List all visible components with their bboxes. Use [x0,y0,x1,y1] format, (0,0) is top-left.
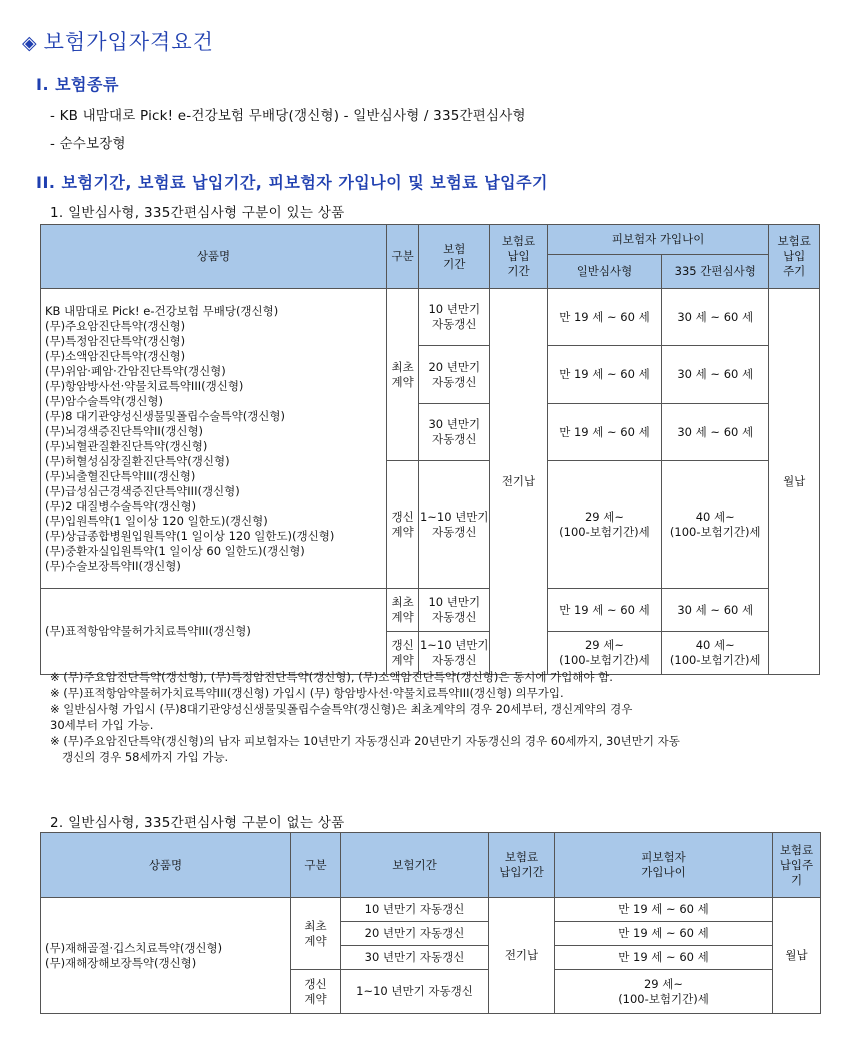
period-20yr: 20 년만기 자동갱신 [419,346,490,404]
header-product: 상품명 [41,833,291,898]
age-general-value: 만 19 세 ~ 60 세 [547,346,661,404]
type-renewal: 갱신 계약 [386,461,418,589]
period-20yr: 20 년만기 자동갱신 [341,922,489,946]
header-period: 보험 기간 [419,225,490,289]
product-item: (무)뇌혈관질환진단특약(갱신형) [45,438,208,453]
age-335-value: 30 세 ~ 60 세 [662,589,769,632]
age-renewal: 29 세~ (100-보험기간)세 [555,970,773,1014]
period-10yr: 10 년만기 자동갱신 [341,898,489,922]
header-cycle: 보험료 납입 주기 [769,225,820,289]
age-value: 만 19 세 ~ 60 세 [555,946,773,970]
subsection-heading-2: 2. 일반심사형, 335간편심사형 구분이 없는 상품 [50,815,345,831]
header-age-general: 일반심사형 [547,255,661,289]
type-initial: 최초 계약 [386,589,418,632]
product-item: (무)재해장해보장특약(갱신형) [45,955,197,970]
age-general-value: 만 19 세 ~ 60 세 [547,289,661,346]
header-age: 피보험자 가입나이 [547,225,769,255]
note-4: ※ (무)주요암진단특약(갱신형)의 남자 피보험자는 10년만기 자동갱신과 20년만기 자동갱신의 경우 60세까지, 30년만기 자동 [50,734,680,748]
note-3: ※ 일반심사형 가입시 (무)8대기관양성신생물및폴립수술특약(갱신형)은 최초계약의 경우 20세부터, 갱신계약의 경우 [50,702,633,716]
header-pay-period: 보험료 납입 기간 [490,225,548,289]
period-10yr: 10 년만기 자동갱신 [419,589,490,632]
period-30yr: 30 년만기 자동갱신 [341,946,489,970]
note-3-cont: 30세부터 가입 가능. [50,718,154,732]
age-335-value: 30 세 ~ 60 세 [662,404,769,461]
age-335-value: 30 세 ~ 60 세 [662,346,769,404]
product-item: (무)입원특약(1 일이상 120 일한도)(갱신형) [45,513,268,528]
page-title [22,26,214,56]
page-title-text: 보험가입자격요건 [43,30,214,54]
header-period: 보험기간 [341,833,489,898]
age-value: 만 19 세 ~ 60 세 [555,922,773,946]
diamond-icon: ◈ [22,32,38,54]
product-item: (무)주요암진단특약(갱신형) [45,318,186,333]
product-b: (무)표적항암약물허가치료특약III(갱신형) [41,589,387,675]
product-item: (무)허혈성심장질환진단특약(갱신형) [45,453,230,468]
product-item: (무)상급종합병원입원특약(1 일이상 120 일한도)(갱신형) [45,528,335,543]
cycle-value: 월납 [769,289,820,675]
product-item: (무)소액암진단특약(갱신형) [45,348,186,363]
pay-period-value: 전기납 [489,898,555,1014]
notes [50,669,810,765]
type-initial: 최초 계약 [291,898,341,970]
header-type: 구분 [291,833,341,898]
age-general-renewal: 29 세~ (100-보험기간)세 [547,632,661,675]
product-list-a [41,289,387,589]
header-cycle: 보험료 납입주 기 [773,833,821,898]
type-renewal: 갱신 계약 [291,970,341,1014]
insurance-type-line-2: - 순수보장형 [50,136,126,152]
product-item: (무)항암방사선·약물치료특약III(갱신형) [45,378,244,393]
section-heading-1: I. 보험종류 [36,75,119,94]
product-item: (무)뇌출혈진단특약III(갱신형) [45,468,196,483]
header-product: 상품명 [41,225,387,289]
eligibility-table-1 [40,224,820,675]
product-item: (무)2 대질병수술특약(갱신형) [45,498,197,513]
note-4-cont: 갱신의 경우 58세까지 가입 가능. [62,750,229,764]
age-335-value: 30 세 ~ 60 세 [662,289,769,346]
age-general-value: 만 19 세 ~ 60 세 [547,589,661,632]
cycle-value: 월납 [773,898,821,1014]
period-renewal: 1~10 년만기 자동갱신 [419,461,490,589]
product-item: (무)수술보장특약II(갱신형) [45,558,181,573]
age-value: 만 19 세 ~ 60 세 [555,898,773,922]
subsection-heading-1: 1. 일반심사형, 335간편심사형 구분이 있는 상품 [50,205,345,221]
period-30yr: 30 년만기 자동갱신 [419,404,490,461]
type-renewal: 갱신 계약 [386,632,418,675]
note-2: ※ (무)표적항암약물허가치료특약III(갱신형) 가입시 (무) 항암방사선·약물치료특약III(갱신형) 의무가입. [50,686,564,700]
product-item: (무)뇌경색증진단특약II(갱신형) [45,423,204,438]
period-renewal: 1~10 년만기 자동갱신 [419,632,490,675]
note-1: ※ (무)주요암진단특약(갱신형), (무)특정암진단특약(갱신형), (무)소액암진단특약(갱신형)은 동시에 가입해야 함. [50,670,613,684]
age-335-renewal: 40 세~ (100-보험기간)세 [662,632,769,675]
product-item: (무)위암·폐암·간암진단특약(갱신형) [45,363,226,378]
header-pay-period: 보험료 납입기간 [489,833,555,898]
product-item: (무)중환자실입원특약(1 일이상 60 일한도)(갱신형) [45,543,305,558]
header-age: 피보험자 가입나이 [555,833,773,898]
section-heading-2: II. 보험기간, 보험료 납입기간, 피보험자 가입나이 및 보험료 납입주기 [36,173,549,192]
product-item: (무)특정암진단특약(갱신형) [45,333,186,348]
age-general-value: 만 19 세 ~ 60 세 [547,404,661,461]
product-item: (무)재해골절·깁스치료특약(갱신형) [45,940,223,955]
product-item: KB 내맘대로 Pick! e-건강보험 무배당(갱신형) [45,303,279,318]
period-renewal: 1~10 년만기 자동갱신 [341,970,489,1014]
type-initial: 최초 계약 [386,289,418,461]
pay-period-value: 전기납 [490,289,548,675]
header-age-335: 335 간편심사형 [662,255,769,289]
product-item: (무)암수술특약(갱신형) [45,393,163,408]
product-list-2 [41,898,291,1014]
period-10yr: 10 년만기 자동갱신 [419,289,490,346]
age-general-renewal: 29 세~ (100-보험기간)세 [547,461,661,589]
eligibility-table-2 [40,832,821,1014]
age-335-renewal: 40 세~ (100-보험기간)세 [662,461,769,589]
insurance-type-line-1: - KB 내맘대로 Pick! e-건강보험 무배당(갱신형) - 일반심사형 / 335간편심사형 [50,108,526,124]
header-type: 구분 [386,225,418,289]
product-item: (무)급성심근경색증진단특약III(갱신형) [45,483,240,498]
product-item: (무)8 대기관양성신생물및폴립수술특약(갱신형) [45,408,285,423]
